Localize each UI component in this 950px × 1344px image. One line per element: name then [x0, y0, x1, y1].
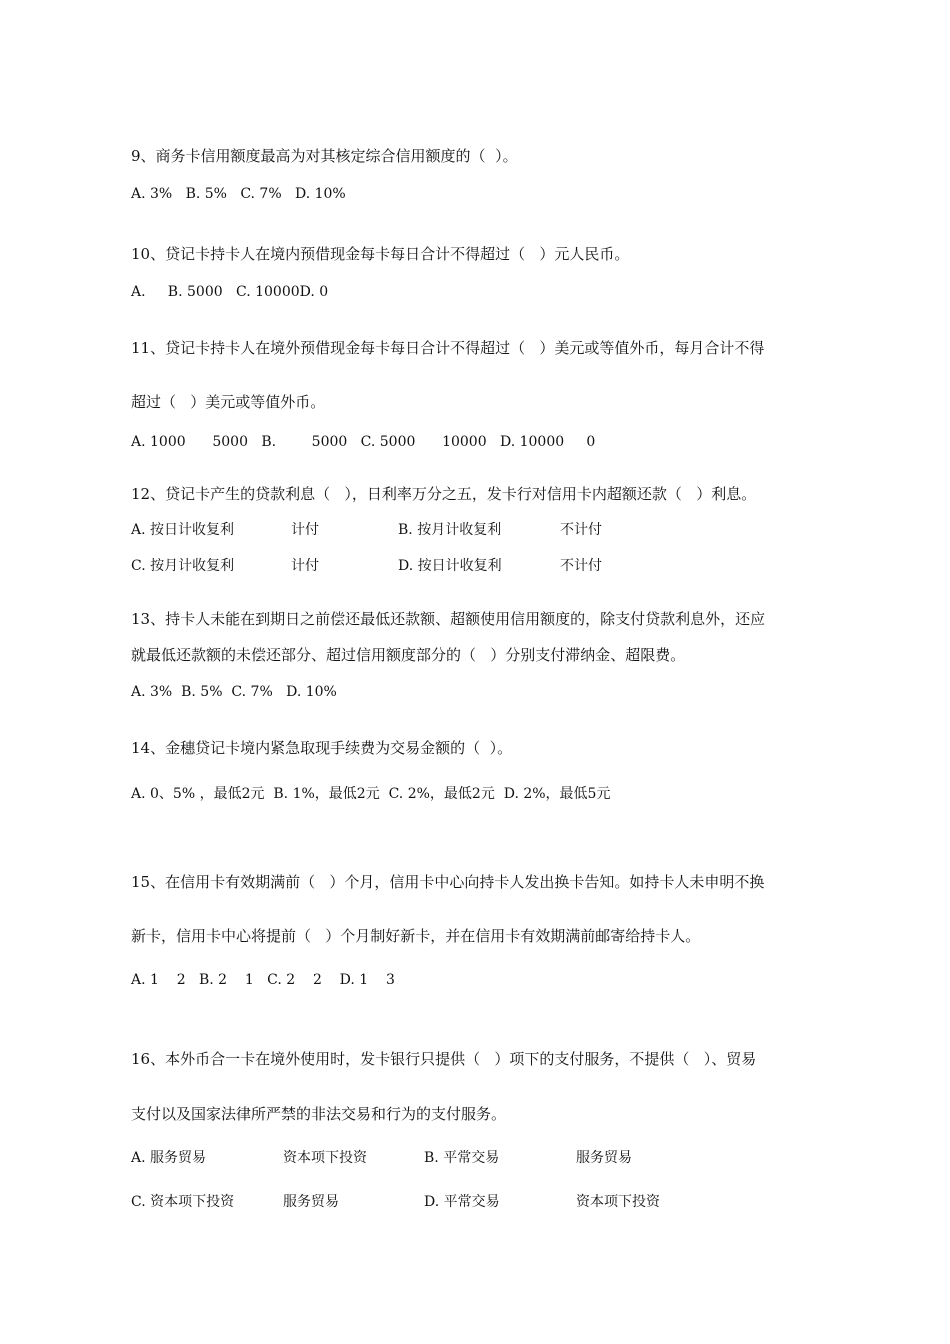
option-c-detail: 计付	[291, 558, 319, 574]
question-9-stem: 9、商务卡信用额度最高为对其核定综合信用额度的（ ）。	[131, 147, 518, 165]
option-a-detail: 计付	[291, 522, 319, 538]
question-10-options: A. B. 5000 C. 10000D. 0	[131, 284, 329, 300]
option-d-detail: 不计付	[560, 558, 602, 574]
option-a: A. 按日计收复利	[131, 522, 235, 538]
question-15-stem-line-2: 新卡，信用卡中心将提前（ ）个月制好新卡，并在信用卡有效期满前邮寄给持卡人。	[131, 927, 701, 945]
question-11-stem-line-1: 11、贷记卡持卡人在境外预借现金每卡每日合计不得超过（ ）美元或等值外币，每月合计不得	[131, 339, 765, 357]
option-c: C. 资本项下投资	[131, 1194, 235, 1210]
question-10-stem: 10、贷记卡持卡人在境内预借现金每卡每日合计不得超过（ ）元人民币。	[131, 245, 630, 263]
option-c-detail: 服务贸易	[283, 1194, 339, 1210]
option-d: D. 平常交易	[424, 1194, 500, 1210]
option-b: B. 平常交易	[424, 1150, 500, 1166]
question-13-stem-line-2: 就最低还款额的未偿还部分、超过信用额度部分的（ ）分别支付滞纳金、超限费。	[131, 646, 686, 664]
option-a: A. 服务贸易	[131, 1150, 207, 1166]
question-15-options: A. 1 2 B. 2 1 C. 2 2 D. 1 3	[131, 972, 395, 988]
question-13-options: A. 3% B. 5% C. 7% D. 10%	[131, 684, 337, 700]
question-13-stem-line-1: 13、持卡人未能在到期日之前偿还最低还款额、超额使用信用额度的，除支付贷款利息外，还应	[131, 610, 766, 628]
question-15-stem-line-1: 15、在信用卡有效期满前（ ）个月，信用卡中心向持卡人发出换卡告知。如持卡人未申明不换	[131, 873, 765, 891]
option-b: B. 按月计收复利	[398, 522, 502, 538]
option-c: C. 按月计收复利	[131, 558, 235, 574]
question-9-options: A. 3% B. 5% C. 7% D. 10%	[131, 186, 346, 202]
option-d-detail: 资本项下投资	[576, 1194, 660, 1210]
question-14-options: A. 0、5% ，最低2元 B. 1%，最低2元 C. 2%，最低2元 D. 2%，最低5元	[131, 786, 611, 802]
question-14-stem: 14、金穗贷记卡境内紧急取现手续费为交易金额的（ ）。	[131, 739, 513, 757]
option-d: D. 按日计收复利	[398, 558, 502, 574]
question-11-options: A. 1000 5000 B. 5000 C. 5000 10000 D. 10000 0	[131, 434, 596, 450]
question-12-stem: 12、贷记卡产生的贷款利息（ ），日利率万分之五，发卡行对信用卡内超额还款（ ）利息。	[131, 485, 757, 503]
option-b-detail: 不计付	[560, 522, 602, 538]
question-11-stem-line-2: 超过（ ）美元或等值外币。	[131, 393, 326, 411]
option-b-detail: 服务贸易	[576, 1150, 632, 1166]
option-a-detail: 资本项下投资	[283, 1150, 367, 1166]
question-16-stem-line-1: 16、本外币合一卡在境外使用时，发卡银行只提供（ ）项下的支付服务，不提供（ ）、贸易	[131, 1050, 757, 1068]
question-16-stem-line-2: 支付以及国家法律所严禁的非法交易和行为的支付服务。	[131, 1105, 507, 1123]
